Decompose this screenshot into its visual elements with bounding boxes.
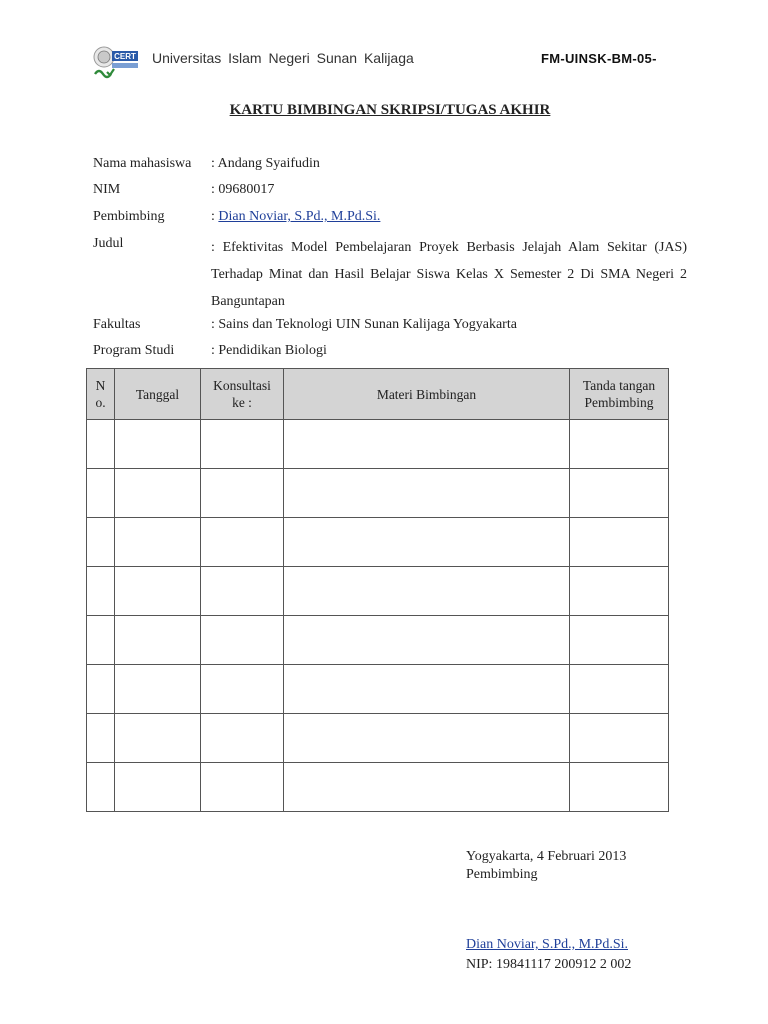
table-cell bbox=[201, 567, 284, 616]
table-cell bbox=[87, 714, 115, 763]
pembimbing-field bbox=[211, 209, 380, 225]
table-cell bbox=[87, 567, 115, 616]
table-cell bbox=[284, 518, 570, 567]
table-cell bbox=[201, 665, 284, 714]
form-code: FM-UINSK-BM-05- bbox=[541, 51, 657, 66]
table-cell bbox=[115, 420, 201, 469]
signature-name-link[interactable]: Dian Noviar, S.Pd., M.Pd.Si. bbox=[466, 937, 629, 952]
university-name: Universitas Islam Negeri Sunan Kalijaga bbox=[152, 50, 414, 66]
pembimbing-colon: : bbox=[211, 209, 219, 224]
signature-nip: NIP: 19841117 200912 2 002 bbox=[466, 957, 632, 972]
table-row bbox=[87, 714, 669, 763]
table-cell bbox=[201, 518, 284, 567]
page-title: KARTU BIMBINGAN SKRIPSI/TUGAS AKHIR bbox=[229, 102, 551, 118]
table-row bbox=[87, 518, 669, 567]
table-row bbox=[87, 469, 669, 518]
table-cell bbox=[570, 518, 669, 567]
nama-label: Nama mahasiswa bbox=[93, 156, 192, 171]
col-no-line2: o. bbox=[95, 395, 106, 410]
judul-value: : Efektivitas Model Pembelajaran Proyek Berbasis Jelajah Alam Sekitar (JAS) Terhadap Minat dan Hasil Belajar Siswa Kelas X Semester 2 Di SMA Negeri 2 Banguntapan bbox=[211, 240, 687, 309]
col-konsultasi bbox=[201, 369, 284, 420]
table-cell bbox=[284, 420, 570, 469]
bimbingan-table bbox=[86, 368, 669, 812]
col-konsultasi-line2: ke : bbox=[232, 395, 252, 410]
judul-label: Judul bbox=[93, 236, 124, 251]
table-cell bbox=[201, 763, 284, 812]
table-cell bbox=[115, 518, 201, 567]
signature-role: Pembimbing bbox=[466, 867, 538, 882]
table-row bbox=[87, 616, 669, 665]
table-cell bbox=[115, 763, 201, 812]
table-cell bbox=[87, 420, 115, 469]
table-cell bbox=[284, 616, 570, 665]
col-materi: Materi Bimbingan bbox=[284, 369, 570, 420]
prodi-value: : Pendidikan Biologi bbox=[211, 343, 327, 358]
table-cell bbox=[115, 567, 201, 616]
col-tanggal: Tanggal bbox=[115, 369, 201, 420]
table-cell bbox=[284, 763, 570, 812]
table-cell bbox=[87, 763, 115, 812]
table-row bbox=[87, 567, 669, 616]
table-row bbox=[87, 420, 669, 469]
pembimbing-link[interactable]: Dian Noviar, S.Pd., M.Pd.Si. bbox=[218, 209, 381, 224]
table-row bbox=[87, 665, 669, 714]
table-cell bbox=[201, 616, 284, 665]
table-cell bbox=[570, 420, 669, 469]
logo-cert-text: CERT bbox=[114, 52, 136, 61]
table-cell bbox=[115, 469, 201, 518]
col-no bbox=[87, 369, 115, 420]
pembimbing-label: Pembimbing bbox=[93, 209, 165, 224]
table-cell bbox=[115, 714, 201, 763]
table-cell bbox=[570, 567, 669, 616]
nim-label: NIM bbox=[93, 182, 121, 197]
col-ttd-line1: Tanda tangan bbox=[582, 378, 656, 393]
nama-value: : Andang Syaifudin bbox=[211, 156, 320, 171]
table-cell bbox=[570, 763, 669, 812]
table-cell bbox=[201, 469, 284, 518]
signature-name-field bbox=[466, 937, 628, 953]
col-ttd-line2: Pembimbing bbox=[584, 395, 654, 410]
col-tanda-tangan bbox=[570, 369, 669, 420]
university-logo bbox=[92, 44, 140, 80]
table-cell bbox=[570, 714, 669, 763]
table-cell bbox=[115, 665, 201, 714]
fakultas-value: : Sains dan Teknologi UIN Sunan Kalijaga Yogyakarta bbox=[211, 317, 517, 332]
table-cell bbox=[570, 469, 669, 518]
table-cell bbox=[87, 665, 115, 714]
table-cell bbox=[201, 420, 284, 469]
table-cell bbox=[115, 616, 201, 665]
table-cell bbox=[87, 518, 115, 567]
table-cell bbox=[570, 616, 669, 665]
prodi-label: Program Studi bbox=[93, 343, 175, 358]
table-cell bbox=[284, 567, 570, 616]
col-konsultasi-line1: Konsultasi bbox=[213, 378, 271, 393]
table-cell bbox=[87, 469, 115, 518]
table-cell bbox=[284, 469, 570, 518]
table-cell bbox=[284, 665, 570, 714]
table-cell bbox=[284, 714, 570, 763]
table-row bbox=[87, 763, 669, 812]
table-cell bbox=[201, 714, 284, 763]
table-header-row bbox=[87, 369, 669, 420]
col-no-line1: N bbox=[95, 378, 106, 393]
table-cell bbox=[87, 616, 115, 665]
fakultas-label: Fakultas bbox=[93, 317, 141, 332]
table-cell bbox=[570, 665, 669, 714]
place-date: Yogyakarta, 4 Februari 2013 bbox=[466, 849, 627, 864]
nim-value: : 09680017 bbox=[211, 182, 275, 197]
